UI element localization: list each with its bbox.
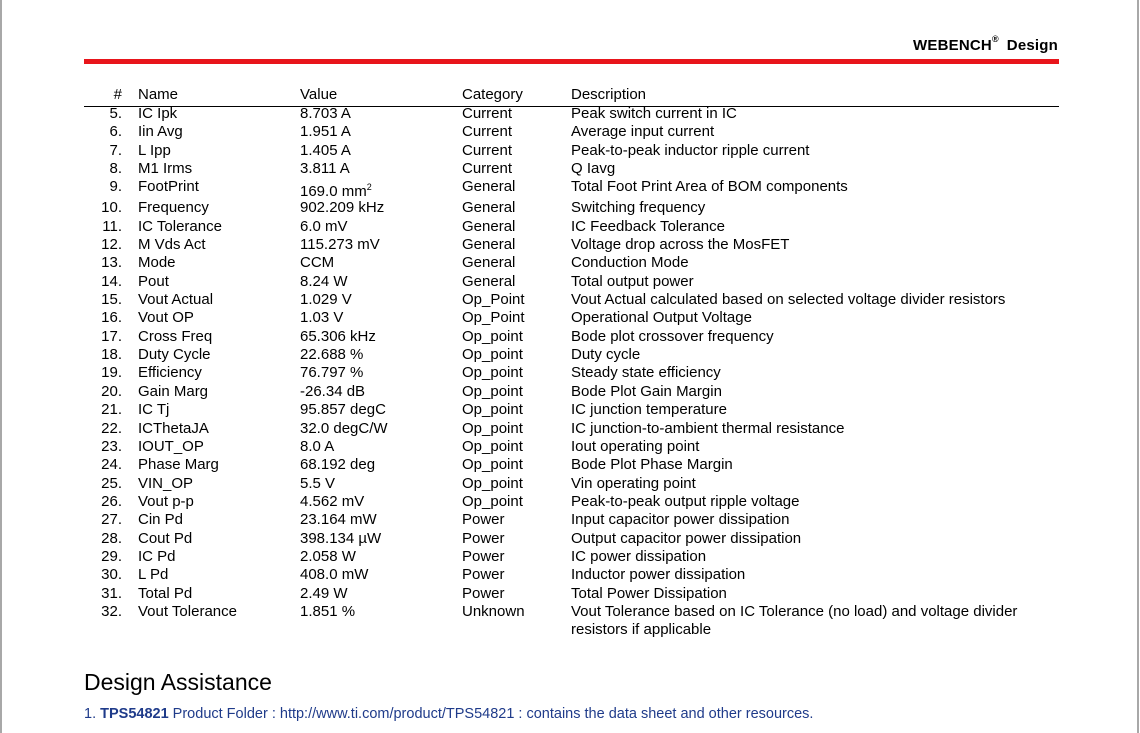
row-value: 2.058 W <box>300 547 356 565</box>
row-name: Vout OP <box>138 309 194 327</box>
row-description: Vout Tolerance based on IC Tolerance (no load) and voltage divider resistors if applicable <box>571 602 1018 639</box>
row-num: 14. <box>101 272 122 290</box>
row-num: 13. <box>101 254 122 272</box>
brand-name: WEBENCH <box>913 37 992 54</box>
row-value: 1.951 A <box>300 123 351 141</box>
row-description: Peak-to-peak output ripple voltage <box>571 492 800 510</box>
assist-text-after: : contains the data sheet and other resources. <box>514 706 814 722</box>
row-description: Iout operating point <box>571 437 700 455</box>
row-value <box>300 178 372 201</box>
table-row <box>84 530 1059 548</box>
table-row <box>84 236 1059 254</box>
row-value: 3.811 A <box>300 160 350 178</box>
table-row <box>84 346 1059 364</box>
table-row <box>84 309 1059 327</box>
row-category: Op_point <box>462 382 523 400</box>
row-description: Peak-to-peak inductor ripple current <box>571 141 810 159</box>
table-row <box>84 273 1059 291</box>
table-row <box>84 585 1059 603</box>
table-row <box>84 218 1059 236</box>
row-description: Bode Plot Gain Margin <box>571 382 722 400</box>
row-num: 32. <box>101 602 122 620</box>
row-num: 5. <box>109 105 122 122</box>
row-name: Pout <box>138 272 169 290</box>
row-category: Op_point <box>462 364 523 382</box>
row-category: General <box>462 236 516 254</box>
row-description: Input capacitor power dissipation <box>571 511 790 529</box>
row-name: IC Pd <box>138 547 176 565</box>
row-value: 22.688 % <box>300 346 364 364</box>
row-category: Unknown <box>462 602 525 620</box>
row-num: 21. <box>101 401 122 419</box>
row-name: Efficiency <box>138 364 202 382</box>
row-description: Duty cycle <box>571 346 641 364</box>
row-value: CCM <box>300 254 335 272</box>
row-value: 95.857 degC <box>300 401 386 419</box>
row-description: Output capacitor power dissipation <box>571 529 802 547</box>
row-name: Vout Tolerance <box>138 602 237 620</box>
row-name: IC Tolerance <box>138 217 222 235</box>
registered-mark: ® <box>991 34 999 44</box>
row-description: Steady state efficiency <box>571 364 721 382</box>
row-category: Op_point <box>462 492 523 510</box>
row-num: 10. <box>101 199 122 217</box>
row-category: Op_point <box>462 419 523 437</box>
row-name: IC Ipk <box>138 105 178 122</box>
table-row <box>84 603 1059 640</box>
row-category: Current <box>462 141 513 159</box>
header-rule <box>84 59 1059 64</box>
row-name: Vout Actual <box>138 291 214 309</box>
row-category: General <box>462 272 516 290</box>
row-value: 8.0 A <box>300 437 335 455</box>
row-name: ICThetaJA <box>138 419 209 437</box>
design-assistance-title: Design Assistance <box>84 669 272 695</box>
row-num: 31. <box>101 584 122 602</box>
col-category-header: Category <box>462 86 523 103</box>
table-row <box>84 178 1059 199</box>
row-value: 902.209 kHz <box>300 199 385 217</box>
row-category: General <box>462 254 516 272</box>
row-num: 27. <box>101 511 122 529</box>
row-value: 32.0 degC/W <box>300 419 388 437</box>
table-row <box>84 401 1059 419</box>
table-row <box>84 291 1059 309</box>
row-name: FootPrint <box>138 178 199 196</box>
page-border-left <box>0 0 2 733</box>
row-category: Op_Point <box>462 309 525 327</box>
row-name: IOUT_OP <box>138 437 204 455</box>
table-row <box>84 420 1059 438</box>
table-row <box>84 160 1059 178</box>
row-value: 1.029 V <box>300 291 352 309</box>
row-name: L Ipp <box>138 141 171 159</box>
row-num: 28. <box>101 529 122 547</box>
row-name: M1 Irms <box>138 160 193 178</box>
row-name: Frequency <box>138 199 209 217</box>
row-value: 408.0 mW <box>300 566 369 584</box>
page-border-right <box>1137 0 1139 733</box>
row-description: Switching frequency <box>571 199 706 217</box>
row-category: Power <box>462 566 505 584</box>
row-description: Average input current <box>571 123 715 141</box>
row-description: Q Iavg <box>571 160 616 178</box>
row-value: -26.34 dB <box>300 382 366 400</box>
row-num: 7. <box>109 141 122 159</box>
table-row <box>84 493 1059 511</box>
row-value: 8.703 A <box>300 105 351 122</box>
row-category: General <box>462 199 516 217</box>
row-category: Op_point <box>462 456 523 474</box>
row-description: Voltage drop across the MosFET <box>571 236 790 254</box>
row-category: General <box>462 217 516 235</box>
row-num: 22. <box>101 419 122 437</box>
row-name: Duty Cycle <box>138 346 211 364</box>
row-value-superscript: 2 <box>366 182 372 193</box>
row-category: Power <box>462 547 505 565</box>
row-num: 17. <box>101 327 122 345</box>
row-name: Cross Freq <box>138 327 213 345</box>
webench-header <box>913 36 1058 54</box>
row-category: Current <box>462 123 513 141</box>
row-num: 30. <box>101 566 122 584</box>
table-row <box>84 475 1059 493</box>
row-category: Power <box>462 511 505 529</box>
row-name: Vout p-p <box>138 492 194 510</box>
col-num-header: # <box>113 86 122 103</box>
row-value: 115.273 mV <box>300 236 380 254</box>
row-description: Bode plot crossover frequency <box>571 327 774 345</box>
row-value: 1.03 V <box>300 309 344 327</box>
row-category: Current <box>462 160 513 178</box>
col-description-header: Description <box>571 86 647 103</box>
row-num: 24. <box>101 456 122 474</box>
row-category: Current <box>462 105 513 122</box>
row-description: Vout Actual calculated based on selected voltage divider resistors <box>571 291 1006 309</box>
row-category: Op_point <box>462 437 523 455</box>
row-value: 5.5 V <box>300 474 336 492</box>
row-category: Power <box>462 529 505 547</box>
design-assistance-item <box>84 706 813 722</box>
row-value: 68.192 deg <box>300 456 376 474</box>
results-table <box>84 105 1059 640</box>
col-value-header: Value <box>300 86 338 103</box>
assist-item-num: 1. <box>84 706 97 722</box>
table-row <box>84 383 1059 401</box>
row-value: 65.306 kHz <box>300 327 376 345</box>
table-row <box>84 566 1059 584</box>
row-name: M Vds Act <box>138 236 206 254</box>
table-row <box>84 199 1059 217</box>
row-num: 9. <box>109 178 122 196</box>
row-description: Peak switch current in IC <box>571 105 737 122</box>
table-row <box>84 548 1059 566</box>
row-category: Power <box>462 584 505 602</box>
row-num: 26. <box>101 492 122 510</box>
doc-label: Design <box>1006 37 1058 54</box>
table-row <box>84 456 1059 474</box>
row-value: 1.851 % <box>300 602 356 620</box>
table-row <box>84 123 1059 141</box>
row-name: IC Tj <box>138 401 170 419</box>
product-folder-link[interactable]: http://www.ti.com/product/TPS54821 <box>279 706 515 722</box>
row-name: Phase Marg <box>138 456 219 474</box>
row-category: Op_Point <box>462 291 525 309</box>
row-num: 16. <box>101 309 122 327</box>
row-name: Mode <box>138 254 176 272</box>
row-description: Operational Output Voltage <box>571 309 752 327</box>
row-value: 8.24 W <box>300 272 348 290</box>
row-description: Total Foot Print Area of BOM components <box>571 178 848 196</box>
row-value: 4.562 mV <box>300 492 365 510</box>
row-num: 29. <box>101 547 122 565</box>
row-num: 15. <box>101 291 122 309</box>
row-description: IC junction-to-ambient thermal resistance <box>571 419 845 437</box>
row-num: 18. <box>101 346 122 364</box>
row-name: Cin Pd <box>138 511 184 529</box>
row-name: VIN_OP <box>138 474 194 492</box>
table-row <box>84 142 1059 160</box>
table-header <box>84 86 1059 107</box>
assist-text-before: Product Folder : <box>168 706 280 722</box>
row-num: 25. <box>101 474 122 492</box>
row-name: Gain Marg <box>138 382 209 400</box>
table-row <box>84 438 1059 456</box>
row-value-text: 169.0 mm <box>300 183 367 201</box>
row-num: 23. <box>101 437 122 455</box>
row-num: 19. <box>101 364 122 382</box>
row-category: Op_point <box>462 401 523 419</box>
row-value: 2.49 W <box>300 584 348 602</box>
row-category: General <box>462 178 516 196</box>
row-num: 20. <box>101 382 122 400</box>
table-row <box>84 364 1059 382</box>
part-number: TPS54821 <box>100 706 169 722</box>
row-value: 76.797 % <box>300 364 364 382</box>
row-description: Conduction Mode <box>571 254 689 272</box>
row-name: Cout Pd <box>138 529 193 547</box>
col-name-header: Name <box>138 86 179 103</box>
row-value: 1.405 A <box>300 141 351 159</box>
row-description: IC power dissipation <box>571 547 707 565</box>
table-row <box>84 328 1059 346</box>
row-description: Total output power <box>571 272 694 290</box>
row-num: 11. <box>102 217 122 235</box>
table-row <box>84 105 1059 123</box>
row-description: IC junction temperature <box>571 401 727 419</box>
row-description: Total Power Dissipation <box>571 584 727 602</box>
row-num: 6. <box>109 123 122 141</box>
row-category: Op_point <box>462 346 523 364</box>
row-category: Op_point <box>462 327 523 345</box>
row-value: 23.164 mW <box>300 511 377 529</box>
row-value: 6.0 mV <box>300 217 348 235</box>
row-description: Bode Plot Phase Margin <box>571 456 733 474</box>
row-num: 12. <box>101 236 122 254</box>
row-description: Vin operating point <box>571 474 696 492</box>
table-row <box>84 254 1059 272</box>
row-num: 8. <box>109 160 122 178</box>
row-name: L Pd <box>138 566 169 584</box>
row-category: Op_point <box>462 474 523 492</box>
row-description: IC Feedback Tolerance <box>571 217 725 235</box>
row-description: Inductor power dissipation <box>571 566 746 584</box>
table-row <box>84 511 1059 529</box>
row-name: Total Pd <box>138 584 193 602</box>
row-name: Iin Avg <box>138 123 183 141</box>
row-value: 398.134 µW <box>300 529 382 547</box>
